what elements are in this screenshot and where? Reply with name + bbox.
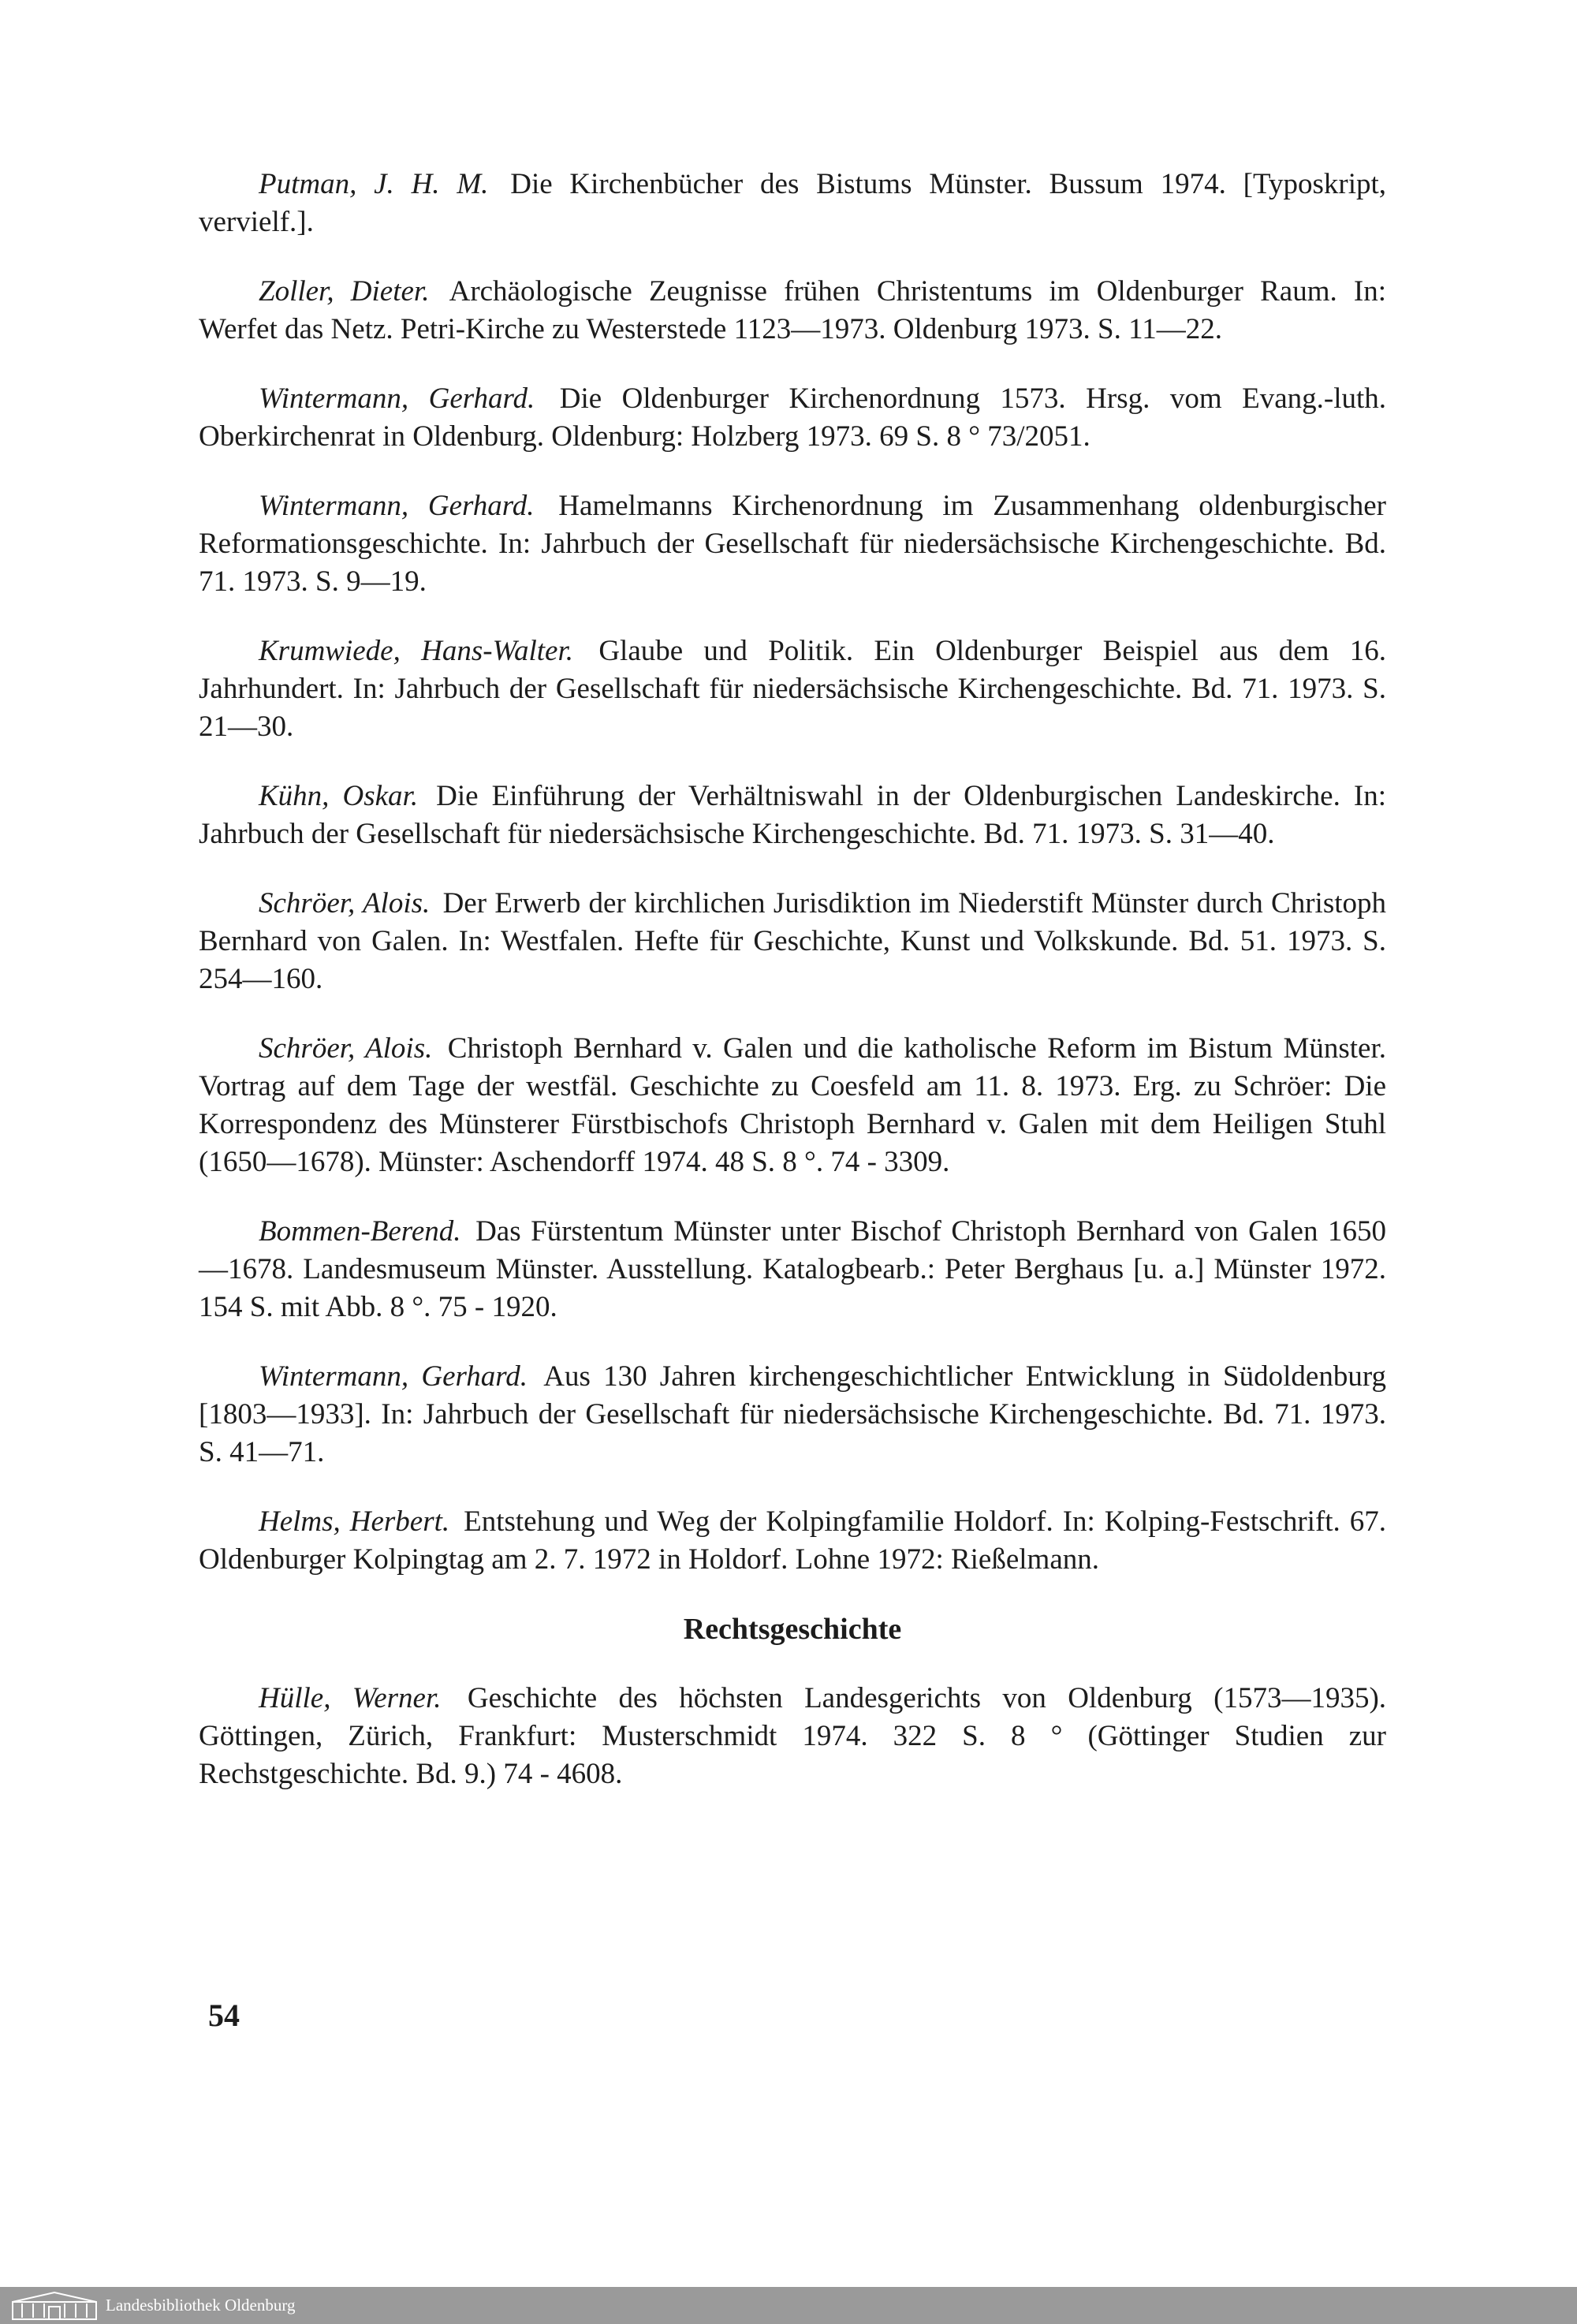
bibliography-entry <box>199 1213 1386 1326</box>
entry-text: Glaube und Politik. Ein Oldenburger Beispiel aus dem 16. Jahrhundert. In: Jahrbuch der Gesellschaft für niedersächsische Kirchengeschichte. Bd. 71. 1973. S. 21—30. <box>199 635 1387 743</box>
bibliography-entry <box>199 1680 1386 1793</box>
bibliography-entry <box>199 166 1386 241</box>
entry-text: Aus 130 Jahren kirchengeschichtlicher Entwicklung in Südoldenburg [1803—1933]. In: Jahrbuch der Gesellschaft für niedersächsische Kirchengeschichte. Bd. 71. 1973. S. 41—71. <box>199 1360 1386 1468</box>
entry-author: Schröer, Alois. <box>259 887 431 920</box>
entry-author: Zoller, Dieter. <box>259 275 430 308</box>
entry-text: Der Erwerb der kirchlichen Jurisdiktion im Niederstift Münster durch Christoph Bernhard von Galen. In: Westfalen. Hefte für Geschichte, Kunst und Volkskunde. Bd. 51. 1973. S. 254—160. <box>199 887 1386 995</box>
bibliography-entry <box>199 273 1386 349</box>
entry-author: Wintermann, Gerhard. <box>259 1360 528 1393</box>
bibliography-entry <box>199 1030 1386 1181</box>
entry-author: Krumwiede, Hans-Walter. <box>259 635 574 667</box>
entry-text: Entstehung und Weg der Kolpingfamilie Holdorf. In: Kolping-Festschrift. 67. Oldenburger Kolpingtag am 2. 7. 1972 in Holdorf. Lohne 1972: Rießelmann. <box>199 1505 1386 1576</box>
entry-author: Kühn, Oskar. <box>259 780 419 812</box>
entry-text: Archäologische Zeugnisse frühen Christentums im Oldenburger Raum. In: Werfet das Netz. Petri-Kirche zu Westerstede 1123—1973. Oldenburg 1973. S. 11—22. <box>199 275 1387 345</box>
entry-text: Christoph Bernhard v. Galen und die katholische Reform im Bistum Münster. Vortrag auf dem Tage der westfäl. Geschichte zu Coesfeld am 11. 8. 1973. Erg. zu Schröer: Die Korrespondenz des Münsterer Fürstbischofs Christoph Bernhard v. Galen mit dem Heiligen Stuhl (1650—1678). Münster: Aschendorff 1974. 48 S. 8 °. 74 - 3309. <box>199 1032 1387 1178</box>
entry-author: Wintermann, Gerhard. <box>259 490 535 522</box>
bibliography-entry <box>199 778 1386 853</box>
bibliography-entry <box>199 1503 1386 1579</box>
entry-text: Hamelmanns Kirchenordnung im Zusammenhang oldenburgischer Reformationsgeschichte. In: Jahrbuch der Gesellschaft für niedersächsische Kirchengeschichte. Bd. 71. 1973. S. 9—19. <box>199 490 1386 598</box>
document-page <box>199 166 1386 1825</box>
entry-text: Geschichte des höchsten Landesgerichts von Oldenburg (1573—1935). Göttingen, Zürich, Frankfurt: Musterschmidt 1974. 322 S. 8 ° (Göttinger Studien zur Rechstgeschichte. Bd. 9.) 74 - 4608. <box>199 1682 1387 1790</box>
bibliography-entry <box>199 1358 1386 1472</box>
entry-text: Die Einführung der Verhältniswahl in der Oldenburgischen Landeskirche. In: Jahrbuch der Gesellschaft für niedersächsische Kirchengeschichte. Bd. 71. 1973. S. 31—40. <box>199 780 1386 850</box>
library-name: Landesbibliothek Oldenburg <box>106 2296 296 2315</box>
entry-author: Helms, Herbert. <box>259 1505 450 1538</box>
bibliography-entry <box>199 885 1386 998</box>
page-number: 54 <box>208 1998 240 2033</box>
entry-author: Wintermann, Gerhard. <box>259 382 535 415</box>
section-heading: Rechtsgeschichte <box>683 1613 902 1646</box>
entry-author: Bommen-Berend. <box>259 1215 461 1248</box>
entry-author: Putman, J. H. M. <box>259 168 489 200</box>
bibliography-entry <box>199 380 1386 456</box>
entry-author: Hülle, Werner. <box>259 1682 442 1714</box>
entry-text: Die Oldenburger Kirchenordnung 1573. Hrsg. vom Evang.-luth. Oberkirchenrat in Oldenburg. Oldenburg: Holzberg 1973. 69 S. 8 ° 73/2051. <box>199 382 1386 453</box>
library-building-icon <box>11 2291 98 2321</box>
entry-text: Das Fürstentum Münster unter Bischof Christoph Bernhard von Galen 1650—1678. Landesmuseum Münster. Ausstellung. Katalogbearb.: Peter Berghaus [u. a.] Münster 1972. 154 S. mit Abb. 8 °. 75 - 1920. <box>199 1215 1386 1323</box>
bibliography-entry <box>199 487 1386 601</box>
bibliography-entry <box>199 632 1386 746</box>
entry-text: Die Kirchenbücher des Bistums Münster. Bussum 1974. [Typoskript, vervielf.]. <box>199 168 1387 238</box>
entry-author: Schröer, Alois. <box>259 1032 433 1065</box>
footer-bar <box>0 2287 1577 2324</box>
